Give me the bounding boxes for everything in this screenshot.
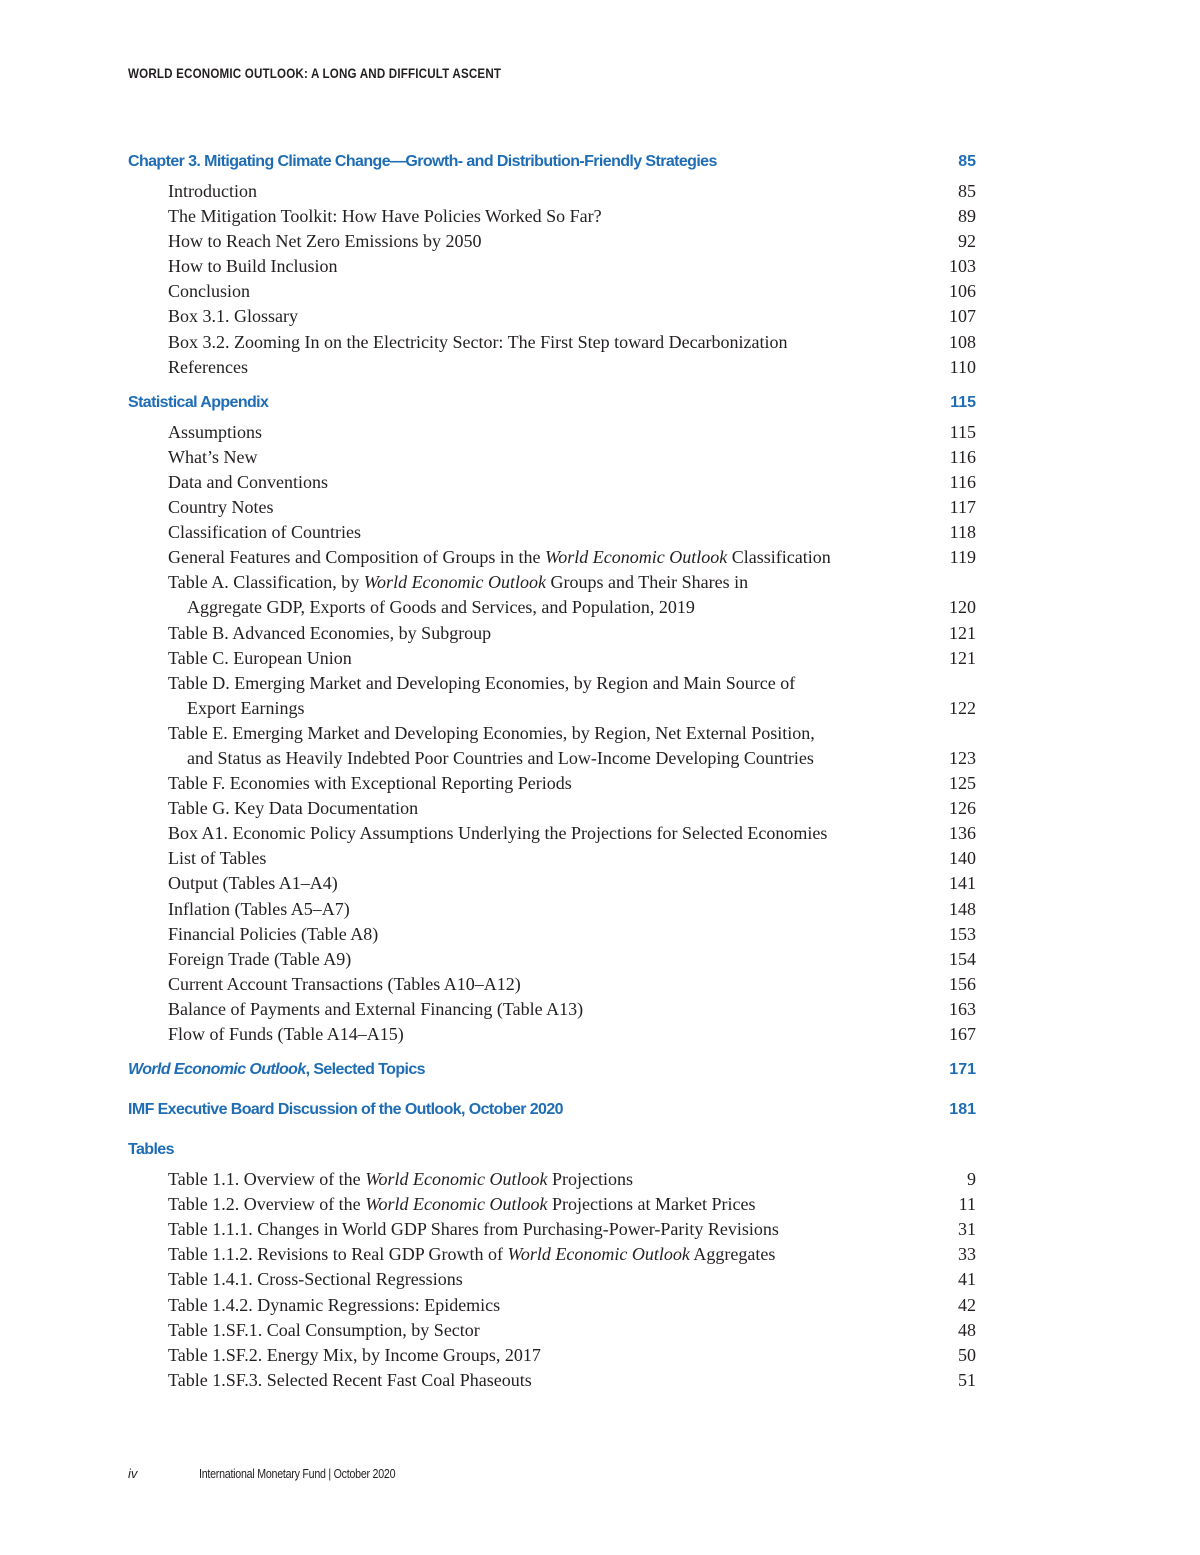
entry-page-number: 42 (958, 1294, 976, 1315)
toc-entry[interactable] (128, 972, 976, 997)
text-segment: Table 1.SF.3. Selected Recent Fast Coal Phaseouts (168, 1369, 532, 1390)
entry-line (168, 1242, 775, 1267)
entry-title (168, 871, 338, 896)
entry-page-number: 141 (949, 873, 976, 894)
section-page-number: 85 (958, 153, 976, 170)
entry-line (168, 871, 338, 896)
toc-entry[interactable] (128, 1167, 976, 1192)
entry-title (168, 254, 338, 279)
toc-section-heading[interactable] (128, 1136, 976, 1167)
text-segment: Box 3.1. Glossary (168, 306, 298, 327)
entry-line (168, 846, 266, 871)
entry-title (168, 1368, 532, 1393)
page-folio: iv (128, 1466, 138, 1481)
entry-page-number: 120 (949, 597, 976, 618)
entry-line (168, 1267, 463, 1292)
toc-entry[interactable] (128, 796, 976, 821)
text-segment: Table 1.SF.1. Coal Consumption, by Sector (168, 1319, 480, 1340)
entry-page-number: 9 (967, 1169, 976, 1190)
toc-entry[interactable] (128, 420, 976, 445)
italic-title: World Economic Outlook (507, 1244, 690, 1265)
entry-line (168, 304, 298, 329)
toc-entry[interactable] (128, 470, 976, 495)
text-segment: Assumptions (168, 421, 263, 442)
entry-page-number: 119 (949, 547, 976, 568)
text-segment: Table 1.2. Overview of the (168, 1194, 366, 1215)
text-segment: Data and Conventions (168, 471, 328, 492)
section-title (128, 148, 717, 179)
entry-title (168, 545, 831, 570)
toc-entry[interactable] (128, 1368, 976, 1393)
entry-title (168, 1293, 500, 1318)
entry-title (168, 947, 351, 972)
toc-entry[interactable] (128, 922, 976, 947)
entry-title (168, 229, 481, 254)
italic-title: World Economic Outlook (365, 1194, 548, 1215)
text-segment: Table 1.4.2. Dynamic Regressions: Epidemics (168, 1294, 501, 1315)
toc-entry[interactable] (128, 204, 976, 229)
toc-entry[interactable] (128, 671, 976, 721)
entry-page-number: 148 (949, 898, 976, 919)
entry-page-number: 121 (949, 647, 976, 668)
text-segment: Foreign Trade (Table A9) (168, 948, 352, 969)
text-segment: Table 1.1.1. Changes in World GDP Shares from Purchasing-Power-Parity Revisions (168, 1219, 779, 1240)
entry-page-number: 153 (949, 923, 976, 944)
entry-line (168, 595, 748, 620)
entry-line (168, 897, 350, 922)
entry-line (168, 520, 361, 545)
entry-title (168, 570, 748, 620)
text-segment: Country Notes (168, 497, 274, 518)
text-segment: , Selected Topics (305, 1061, 425, 1079)
italic-title: World Economic Outlook (544, 547, 728, 568)
entry-line (168, 420, 262, 445)
entry-line (168, 771, 572, 796)
text-segment: Table 1.4.1. Cross-Sectional Regressions (168, 1269, 463, 1290)
entry-page-number: 41 (958, 1269, 976, 1290)
text-segment: References (168, 356, 248, 377)
entry-line (168, 545, 831, 570)
text-segment: Flow of Funds (Table A14–A15) (168, 1024, 404, 1044)
entry-page-number: 106 (949, 281, 976, 302)
entry-page-number: 118 (949, 522, 976, 543)
entry-title (168, 495, 274, 520)
entry-line (168, 470, 328, 495)
section-title (128, 1056, 425, 1087)
entry-title (168, 420, 262, 445)
text-segment: Output (Tables A1–A4) (168, 873, 338, 894)
entry-title (168, 1242, 775, 1267)
text-segment: Aggregates (689, 1244, 776, 1265)
entry-line (168, 229, 481, 254)
text-segment: Projections at Market Prices (547, 1194, 756, 1215)
text-segment: Balance of Payments and External Financing (Table A13) (168, 998, 584, 1019)
toc-entry[interactable] (128, 1242, 976, 1267)
entry-line (168, 1368, 532, 1393)
entry-page-number: 116 (949, 471, 976, 492)
text-segment: How to Build Inclusion (168, 256, 338, 277)
text-segment: and Status as Heavily Indebted Poor Countries and Low-Income Developing Countries (187, 747, 814, 768)
entry-title (168, 520, 361, 545)
text-segment: Groups and Their Shares in (546, 572, 749, 593)
text-segment: Projections (547, 1169, 633, 1190)
entry-page-number: 125 (949, 773, 976, 794)
entry-line (168, 495, 274, 520)
entry-line (168, 796, 418, 821)
entry-page-number: 116 (949, 446, 976, 467)
entry-title (168, 445, 257, 470)
text-segment: Table C. European Union (168, 647, 352, 668)
text-segment: General Features and Composition of Groups in the (168, 547, 545, 568)
entry-title (168, 897, 350, 922)
text-segment: Table F. Economies with Exceptional Reporting Periods (168, 773, 572, 794)
entry-line (168, 330, 788, 355)
text-segment: Tables (128, 1141, 174, 1159)
entry-title (168, 330, 788, 355)
toc-entry[interactable] (128, 279, 976, 304)
entry-title (168, 1343, 541, 1368)
entry-line (168, 671, 795, 696)
text-segment: Export Earnings (187, 697, 305, 718)
entry-title (168, 771, 572, 796)
text-segment: Conclusion (168, 281, 251, 302)
entry-page-number: 126 (949, 798, 976, 819)
text-segment: Table 1.1. Overview of the (168, 1169, 366, 1190)
toc-section-heading[interactable] (128, 1056, 976, 1087)
entry-line (168, 1022, 404, 1047)
entry-page-number: 11 (958, 1194, 976, 1215)
text-segment: List of Tables (168, 848, 267, 869)
entry-line (168, 922, 378, 947)
entry-title (168, 922, 378, 947)
entry-page-number: 107 (949, 306, 976, 327)
toc-entry[interactable] (128, 1293, 976, 1318)
toc-entry[interactable] (128, 179, 976, 204)
entry-line (168, 1217, 779, 1242)
toc-entry[interactable] (128, 621, 976, 646)
entry-title (168, 279, 250, 304)
toc-entry[interactable] (128, 897, 976, 922)
entry-page-number: 85 (958, 181, 976, 201)
entry-page-number: 163 (949, 998, 976, 1019)
section-title (128, 389, 268, 420)
toc-entry[interactable] (128, 947, 976, 972)
entry-line (168, 821, 827, 846)
text-segment: Current Account Transactions (Tables A10–A12) (168, 973, 521, 994)
entry-line (168, 1318, 480, 1343)
toc-entry[interactable] (128, 495, 976, 520)
entry-title (168, 1217, 779, 1242)
entry-page-number: 115 (949, 421, 976, 442)
entry-title (168, 179, 257, 204)
italic-title: World Economic Outlook (128, 1061, 306, 1079)
entry-line (168, 254, 338, 279)
toc-entry[interactable] (128, 445, 976, 470)
entry-line (168, 721, 815, 746)
text-segment: Chapter 3. Mitigating Climate Change—Growth- and Distribution-Friendly Strategies (128, 153, 717, 170)
text-segment: Inflation (Tables A5–A7) (168, 898, 350, 919)
entry-line (168, 355, 248, 380)
entry-line (168, 1343, 541, 1368)
entry-title (168, 1022, 404, 1047)
entry-title (168, 796, 418, 821)
toc-entry[interactable] (128, 846, 976, 871)
text-segment: IMF Executive Board Discussion of the Outlook, October 2020 (128, 1101, 563, 1119)
italic-title: World Economic Outlook (363, 572, 547, 593)
entry-page-number: 51 (958, 1369, 976, 1390)
entry-page-number: 117 (949, 497, 976, 518)
text-segment: Table A. Classification, by (168, 572, 364, 593)
entry-line (168, 445, 257, 470)
entry-page-number: 121 (949, 622, 976, 643)
entry-line (168, 696, 795, 721)
section-title (128, 1096, 563, 1127)
entry-line (168, 179, 257, 204)
entry-page-number: 156 (949, 973, 976, 994)
footer-source: International Monetary Fund | October 2020 (199, 1466, 396, 1481)
entry-title (168, 1167, 633, 1192)
text-segment: Table 1.1.2. Revisions to Real GDP Growth of (168, 1244, 508, 1265)
text-segment: The Mitigation Toolkit: How Have Policies Worked So Far? (168, 206, 602, 227)
entry-page-number: 50 (958, 1344, 976, 1365)
italic-title: World Economic Outlook (365, 1169, 548, 1190)
text-segment: Box A1. Economic Policy Assumptions Underlying the Projections for Selected Economies (168, 823, 828, 844)
table-of-contents (128, 148, 976, 1393)
text-segment: Aggregate GDP, Exports of Goods and Services, and Population, 2019 (187, 597, 695, 618)
entry-line (168, 1293, 500, 1318)
entry-line (168, 279, 250, 304)
entry-line (168, 972, 521, 997)
entry-page-number: 122 (949, 697, 976, 718)
text-segment: Table 1.SF.2. Energy Mix, by Income Groups, 2017 (168, 1344, 541, 1365)
entry-title (168, 671, 795, 721)
toc-entry[interactable] (128, 520, 976, 545)
entry-page-number: 167 (949, 1024, 976, 1044)
entry-line (168, 1192, 755, 1217)
toc-entry[interactable] (128, 254, 976, 279)
entry-page-number: 154 (949, 948, 976, 969)
toc-entry[interactable] (128, 821, 976, 846)
entry-title (168, 1318, 480, 1343)
entry-page-number: 89 (958, 206, 976, 227)
entry-title (168, 972, 521, 997)
toc-entry[interactable] (128, 1343, 976, 1368)
entry-line (168, 204, 602, 229)
toc-section-heading[interactable] (128, 389, 976, 420)
running-head: WORLD ECONOMIC OUTLOOK: A LONG AND DIFFICULT ASCENT (128, 66, 502, 81)
entry-page-number: 31 (958, 1219, 976, 1240)
entry-page-number: 103 (949, 256, 976, 277)
entry-title (168, 621, 491, 646)
text-segment: Classification (727, 547, 831, 568)
entry-page-number: 92 (958, 231, 976, 252)
toc-entry[interactable] (128, 1022, 976, 1047)
toc-entry[interactable] (128, 646, 976, 671)
text-segment: Statistical Appendix (128, 393, 269, 411)
entry-page-number: 48 (958, 1319, 976, 1340)
section-page-number: 181 (949, 1101, 976, 1119)
toc-entry[interactable] (128, 304, 976, 329)
entry-title (168, 997, 583, 1022)
text-segment: Table B. Advanced Economies, by Subgroup (168, 622, 492, 643)
toc-entry[interactable] (128, 570, 976, 620)
toc-entry[interactable] (128, 545, 976, 570)
entry-line (168, 746, 815, 771)
toc-entry[interactable] (128, 721, 976, 771)
entry-page-number: 110 (949, 356, 976, 377)
entry-title (168, 304, 298, 329)
text-segment: Box 3.2. Zooming In on the Electricity Sector: The First Step toward Decarbonization (168, 331, 788, 352)
entry-page-number: 108 (949, 331, 976, 352)
toc-entry[interactable] (128, 871, 976, 896)
toc-entry[interactable] (128, 1267, 976, 1292)
text-segment: Table E. Emerging Market and Developing Economies, by Region, Net External Position, (168, 722, 815, 743)
entry-line (168, 570, 748, 595)
toc-entry[interactable] (128, 1192, 976, 1217)
entry-title (168, 470, 328, 495)
toc-entry[interactable] (128, 1217, 976, 1242)
toc-section-heading[interactable] (128, 148, 976, 179)
text-segment: Financial Policies (Table A8) (168, 923, 379, 944)
entry-page-number: 136 (949, 823, 976, 844)
entry-line (168, 997, 583, 1022)
section-page-number: 115 (950, 393, 976, 411)
entry-page-number: 140 (949, 848, 976, 869)
text-segment: Classification of Countries (168, 522, 361, 543)
entry-line (168, 646, 352, 671)
entry-title (168, 1267, 463, 1292)
toc-entry[interactable] (128, 355, 976, 380)
entry-page-number: 33 (958, 1244, 976, 1265)
entry-title (168, 721, 815, 771)
entry-title (168, 355, 248, 380)
toc-entry[interactable] (128, 1318, 976, 1343)
section-page-number: 171 (949, 1061, 976, 1079)
entry-page-number: 123 (949, 747, 976, 768)
entry-line (168, 621, 491, 646)
entry-title (168, 1192, 755, 1217)
entry-line (168, 1167, 633, 1192)
entry-title (168, 846, 266, 871)
toc-entry[interactable] (128, 229, 976, 254)
text-segment: Table D. Emerging Market and Developing Economies, by Region and Main Source of (168, 672, 796, 693)
text-segment: How to Reach Net Zero Emissions by 2050 (168, 231, 482, 252)
toc-section-heading[interactable] (128, 1096, 976, 1127)
toc-entry[interactable] (128, 771, 976, 796)
entry-line (168, 947, 351, 972)
entry-title (168, 646, 352, 671)
entry-title (168, 204, 602, 229)
toc-entry[interactable] (128, 330, 976, 355)
text-segment: What’s New (168, 446, 258, 467)
entry-title (168, 821, 827, 846)
text-segment: Introduction (168, 181, 257, 201)
section-title (128, 1136, 174, 1167)
text-segment: Table G. Key Data Documentation (168, 798, 419, 819)
toc-entry[interactable] (128, 997, 976, 1022)
